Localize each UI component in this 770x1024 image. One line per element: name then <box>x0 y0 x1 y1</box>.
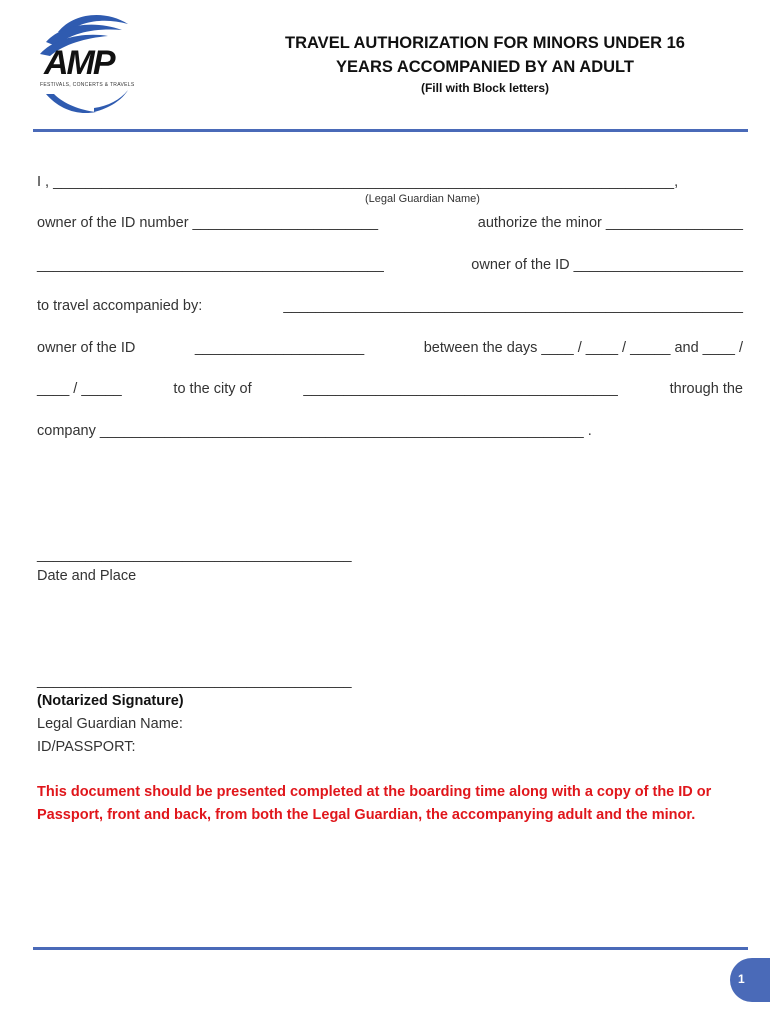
destination-line <box>37 381 743 397</box>
date-place-label: Date and Place <box>37 568 137 584</box>
footer-divider <box>33 947 748 950</box>
adult-id-label: owner of the ID <box>37 340 136 356</box>
document-subtitle: (Fill with Block letters) <box>420 81 549 95</box>
boarding-notice: This document should be presented completed at the boarding time along with a copy of the ID or Passport, front and back, from both the Legal Guardian, the accompanying adult and the minor. <box>37 784 712 823</box>
document-title-line1: TRAVEL AUTHORIZATION FOR MINORS UNDER 16 <box>285 34 685 52</box>
adult-id-dates-line <box>37 340 743 356</box>
travel-dates-field[interactable]: between the days ____ / ____ / _____ and ____ / <box>423 340 743 356</box>
document-title-line2: YEARS ACCOMPANIED BY AN ADULT <box>336 58 634 76</box>
date-place-line[interactable]: _______________________________________ <box>37 547 352 563</box>
id-passport-label: ID/PASSPORT: <box>37 739 136 755</box>
return-date-field[interactable]: ____ / _____ <box>37 381 122 397</box>
minor-id-line <box>37 257 743 273</box>
minor-name-field[interactable]: authorize the minor _________________ <box>477 215 743 231</box>
company-field[interactable]: company ____________________________________________________________ . <box>37 423 592 439</box>
logo-tagline: FESTIVALS, CONCERTS & TRAVELS <box>40 82 135 88</box>
guardian-name-blank[interactable]: _____________________________________________________________________________, <box>49 174 679 190</box>
minor-id-field[interactable]: owner of the ID _____________________ <box>471 257 743 273</box>
notarized-signature-label: (Notarized Signature) <box>37 693 184 709</box>
guardian-name-prefix: I , <box>37 174 50 190</box>
page-number: 1 <box>738 972 745 986</box>
guardian-name-line <box>37 174 743 190</box>
legal-guardian-name-label: Legal Guardian Name: <box>37 716 183 732</box>
guardian-name-caption: (Legal Guardian Name) <box>365 193 480 205</box>
accompanied-by-label: to travel accompanied by: <box>37 298 203 314</box>
city-label: to the city of <box>173 381 252 397</box>
adult-id-field[interactable]: _____________________ <box>194 340 365 356</box>
accompanied-by-line <box>37 298 743 314</box>
page-badge <box>730 958 770 1002</box>
id-number-line <box>37 215 743 231</box>
signature-line[interactable]: _______________________________________ <box>37 673 352 689</box>
guardian-id-field[interactable]: owner of the ID number _______________________ <box>37 215 379 231</box>
destination-city-field[interactable]: _______________________________________ <box>303 381 618 397</box>
accompanying-adult-field[interactable]: _________________________________________________________ <box>283 298 743 314</box>
header-divider <box>33 129 748 132</box>
through-label: through the <box>669 381 743 397</box>
minor-name-continued-field[interactable]: ___________________________________________ <box>37 257 384 273</box>
logo-wordmark: AMP <box>44 44 114 82</box>
